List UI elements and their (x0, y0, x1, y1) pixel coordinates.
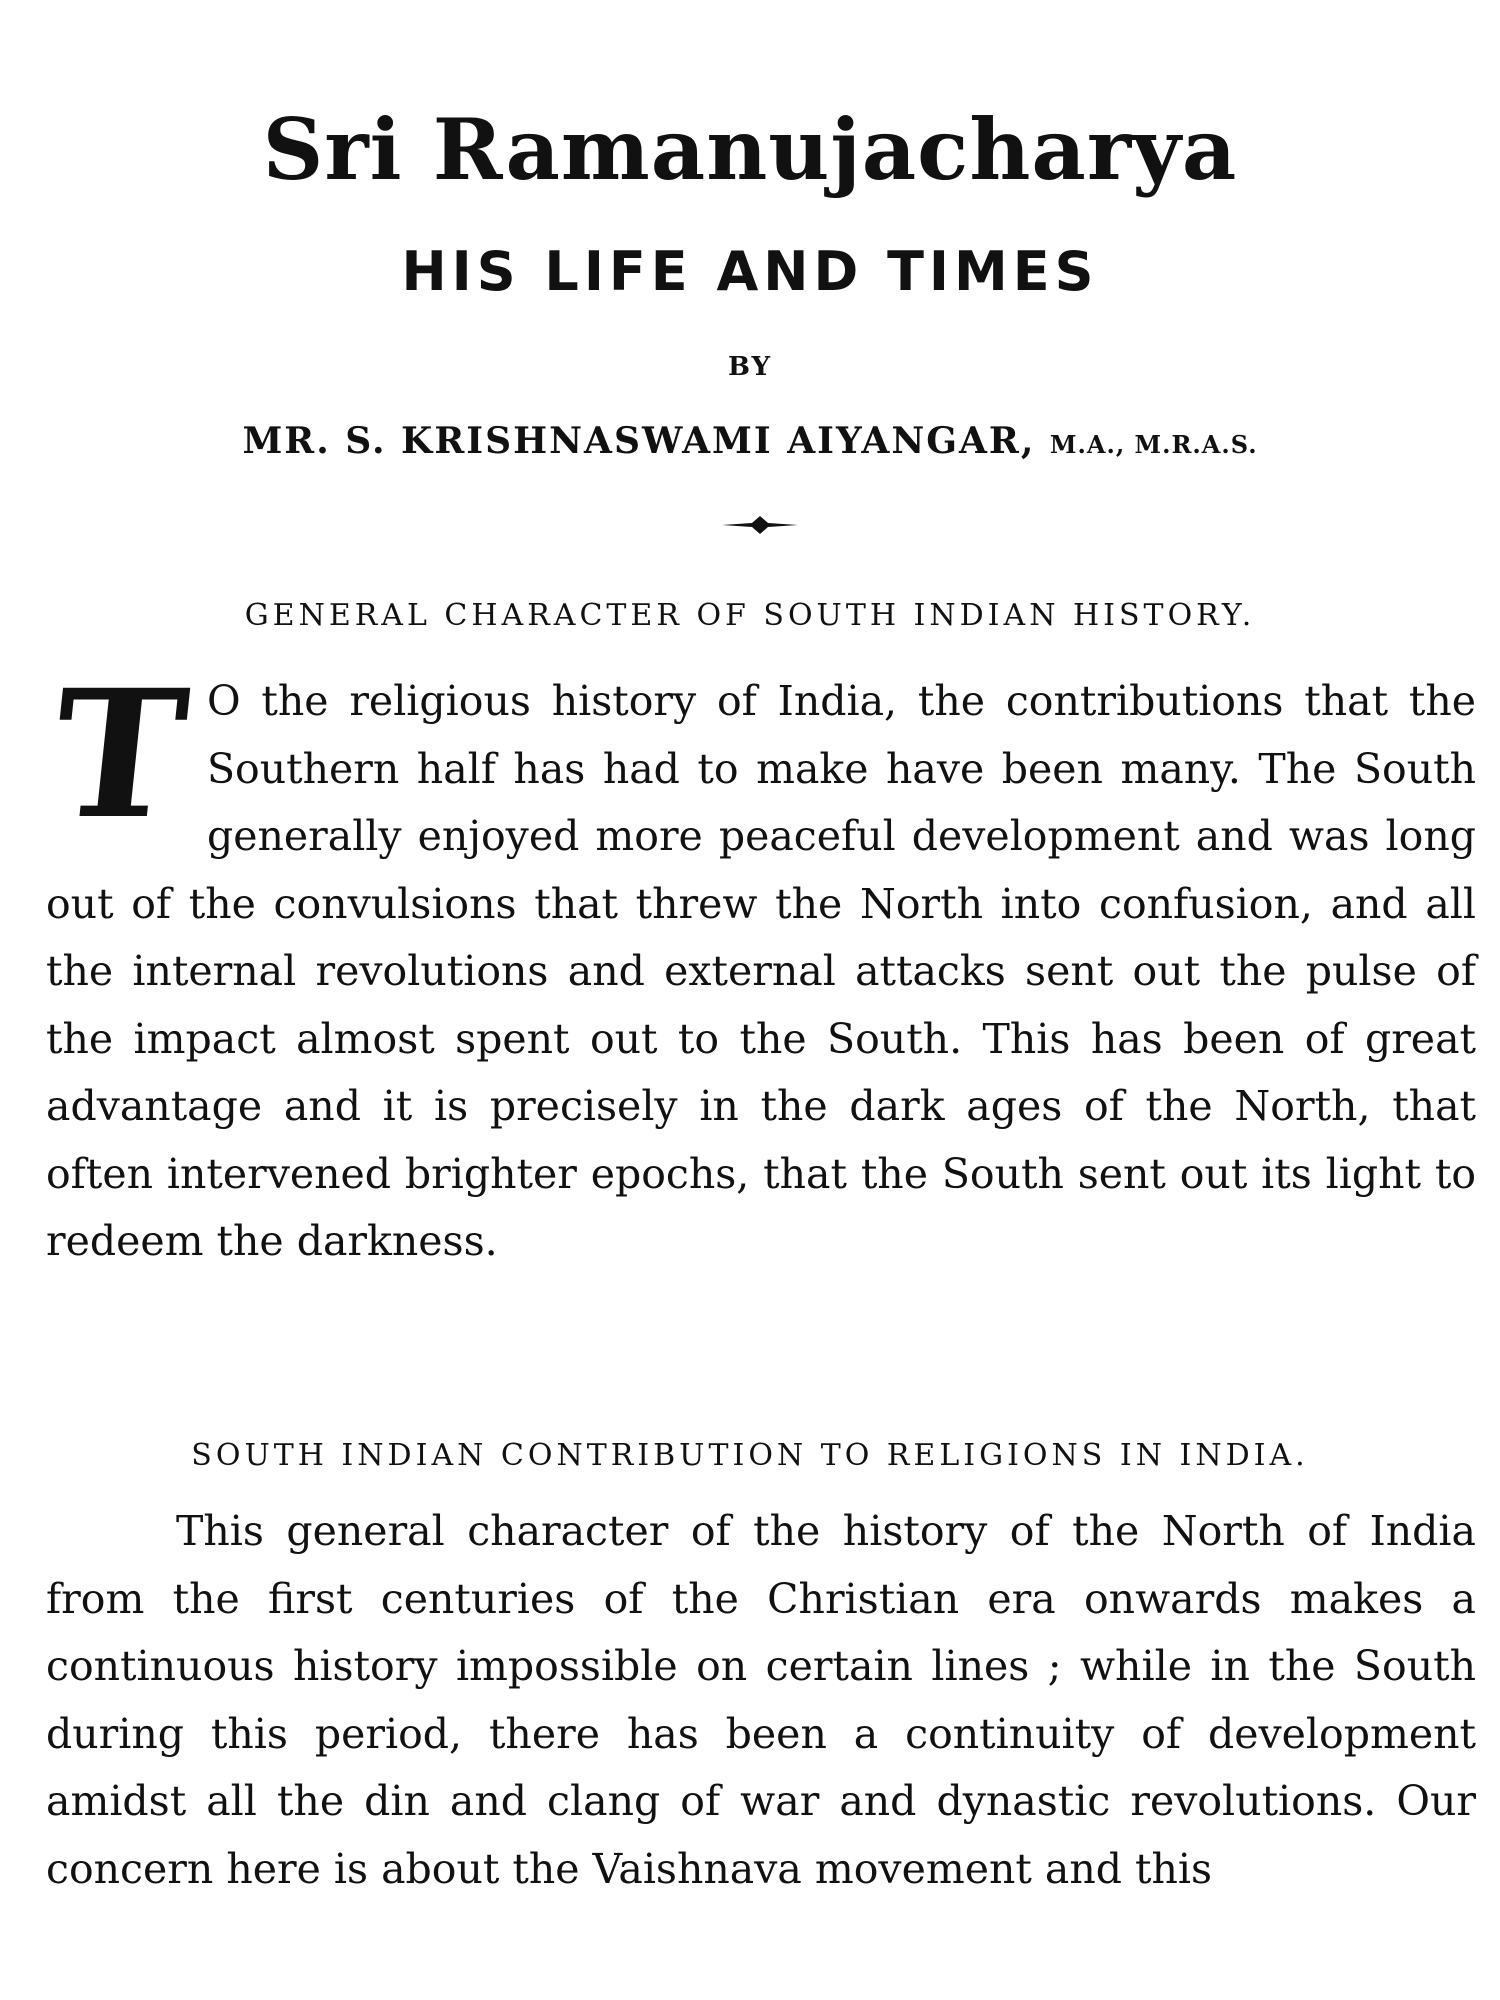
author-degrees: M.A., M.R.A.S. (1049, 430, 1258, 459)
section-heading-general-character: GENERAL CHARACTER OF SOUTH INDIAN HISTORY. (244, 598, 1256, 633)
section-heading-south-indian-contribution: SOUTH INDIAN CONTRIBUTION TO RELIGIONS IN INDIA. (191, 1438, 1309, 1473)
document-subtitle: HIS LIFE AND TIMES (401, 240, 1099, 303)
ornamental-initial-t-icon: T (43, 651, 196, 858)
paragraph-south-indian-contribution: This general character of the history of the North of India from the first centuries of the Christian era onwards makes a continuous history impossible on certain lines ; while in the South during this period, there has been a continuity of development amidst all the din and clang of war and dynastic revolutions. Our concern here is about the Vaishnava movement and this (46, 1507, 1476, 1893)
paragraph-text: O the religious history of India, the contributions that the Southern half has had to make have been many. The South generally enjoyed more peaceful development and was long out of the convulsions that threw the North into confusion, and all the internal revolutions and external attacks sent out the pulse of the impact almost spent out to the South. This has been of great advantage and it is precisely in the dark ages of the North, that often intervened brighter epochs, that the South sent out its light to redeem the darkness. (46, 677, 1476, 1265)
paragraph-general-character (43, 651, 1476, 1276)
byline-by: BY (727, 352, 773, 382)
document-title: Sri Ramanujacharya (262, 100, 1238, 199)
diamond-dash-ornament-icon (720, 510, 800, 540)
author-line (0, 420, 1500, 462)
author-name: MR. S. KRISHNASWAMI AIYANGAR, (242, 420, 1036, 462)
